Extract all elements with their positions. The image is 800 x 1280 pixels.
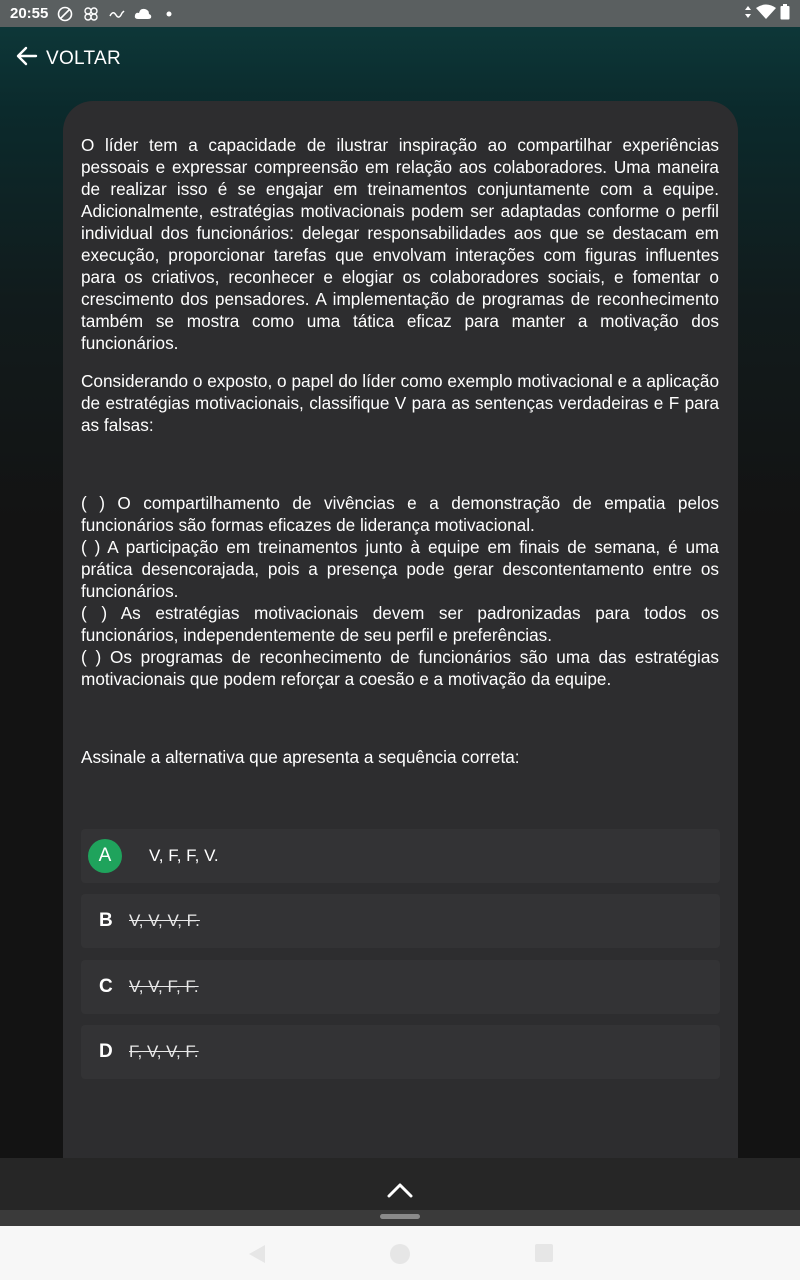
drag-handle[interactable]	[380, 1214, 420, 1219]
option-a[interactable]	[81, 829, 720, 883]
option-letter-badge: A	[88, 839, 122, 873]
statement-item: ( ) A participação em treinamentos junto à equipe em finais de semana, é uma prática desencorajada, pois a presença pode gerar descontentamento entre os funcionários.	[81, 537, 719, 601]
back-label: VOLTAR	[46, 48, 121, 69]
option-letter: C	[99, 976, 113, 997]
do-not-disturb-icon	[56, 5, 74, 23]
option-text: F, V, V, F.	[129, 1042, 199, 1061]
dot-icon	[160, 5, 178, 23]
drag-handle-row	[0, 1210, 800, 1226]
chevron-up-icon[interactable]	[387, 1182, 413, 1198]
statement-item: ( ) As estratégias motivacionais devem ser padronizadas para todos os funcionários, independentemente de seu perfil e preferências.	[81, 603, 719, 645]
option-c[interactable]	[81, 960, 720, 1014]
option-letter: D	[99, 1041, 113, 1062]
option-letter: B	[99, 910, 113, 931]
back-button[interactable]	[16, 44, 121, 74]
nav-recents-icon[interactable]	[534, 1243, 554, 1268]
fan-icon	[82, 5, 100, 23]
option-d[interactable]	[81, 1025, 720, 1079]
question-instruction: Assinale a alternativa que apresenta a sequência correta:	[81, 747, 520, 767]
option-b[interactable]	[81, 894, 720, 948]
nav-home-icon[interactable]	[389, 1243, 411, 1270]
system-nav-bar	[0, 1226, 800, 1280]
option-text: V, V, F, F.	[129, 977, 199, 996]
data-arrows-icon	[744, 5, 752, 23]
status-time: 20:55	[10, 5, 49, 22]
battery-icon	[780, 4, 790, 24]
nav-back-icon[interactable]	[246, 1243, 268, 1270]
status-bar	[0, 0, 800, 27]
question-paragraph: O líder tem a capacidade de ilustrar inspiração ao compartilhar experiências pessoais e expressar compreensão em relação aos colaboradores. Uma maneira de realizar isso é se engajar em treinamentos conjuntamente com a equipe. Adicionalmente, estratégias motivacionais podem ser adaptadas conforme o perfil individual dos funcionários: delegar responsabilidades aos que se destacam em execução, proporcionar tarefas que envolvam interações com figuras influentes para os criativos, reconhecer e elogiar os colaboradores sociais, e fomentar o crescimento dos pensadores. A implementação de programas de reconhecimento também se mostra como uma tática eficaz para manter a motivação dos funcionários.	[81, 135, 719, 353]
statement-item: ( ) Os programas de reconhecimento de funcionários são uma das estratégias motivacionais que podem reforçar a coesão e a motivação da equipe.	[81, 647, 719, 689]
cloud-icon	[134, 5, 152, 23]
bottom-panel	[0, 1158, 800, 1210]
wifi-icon	[756, 4, 776, 24]
wave-icon	[108, 5, 126, 23]
statement-item: ( ) O compartilhamento de vivências e a demonstração de empatia pelos funcionários são formas eficazes de liderança motivacional.	[81, 493, 719, 535]
status-right-icons	[744, 4, 790, 24]
statement-list	[81, 492, 719, 690]
arrow-left-icon	[16, 46, 38, 72]
option-text: V, V, V, F.	[129, 911, 200, 930]
option-text: V, F, F, V.	[149, 846, 219, 865]
question-content	[81, 134, 719, 768]
question-prompt: Considerando o exposto, o papel do líder como exemplo motivacional e a aplicação de estratégias motivacionais, classifique V para as sentenças verdadeiras e F para as falsas:	[81, 371, 719, 435]
